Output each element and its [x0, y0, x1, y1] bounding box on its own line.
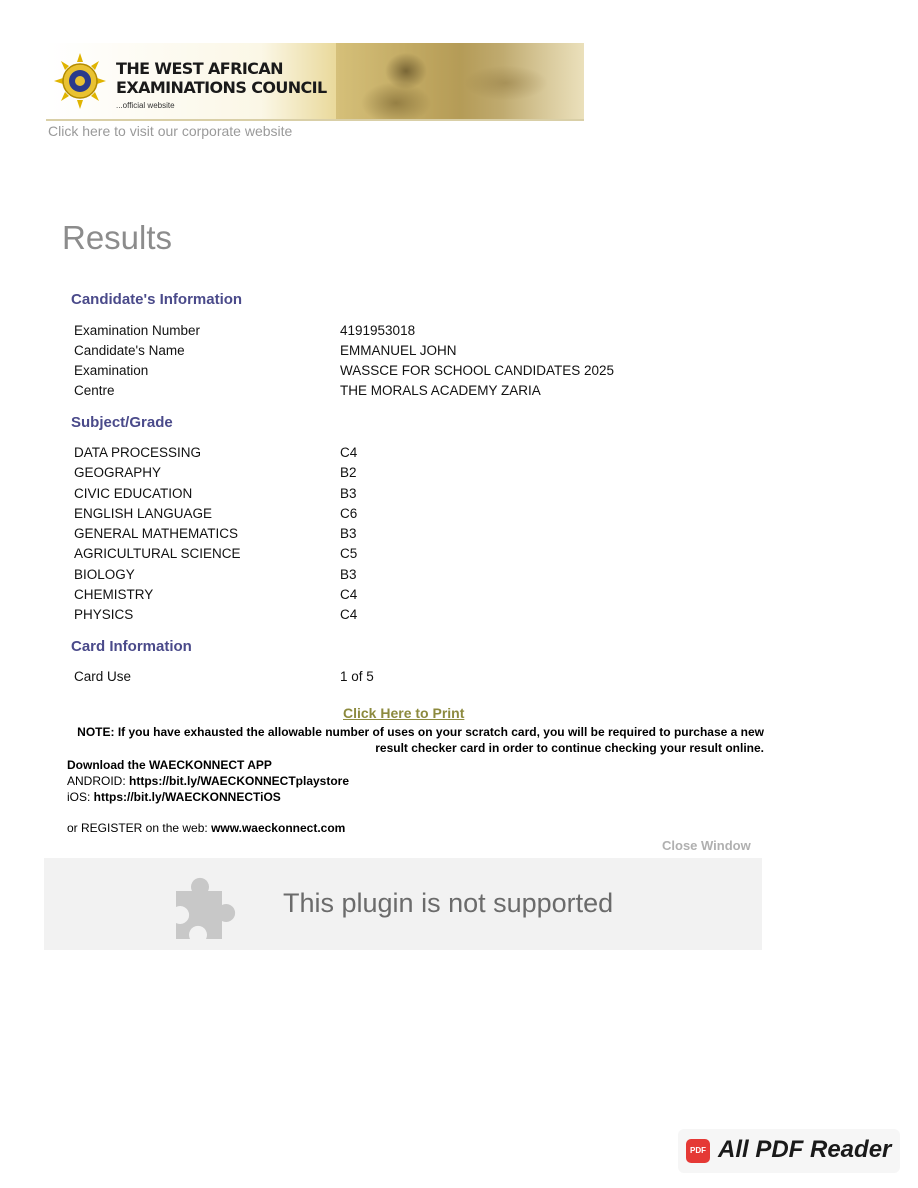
subject-grade: C4: [340, 607, 358, 622]
row-label: Card Use: [74, 669, 132, 684]
subject-row: [74, 465, 674, 485]
subject-grade: B3: [340, 486, 357, 501]
subject-row: [74, 445, 674, 465]
page-title: Results: [62, 219, 173, 256]
subject-name: CHEMISTRY: [74, 587, 154, 602]
row-label: Candidate's Name: [74, 343, 185, 358]
subject-row: [74, 567, 674, 587]
puzzle-piece-icon: [170, 873, 238, 943]
app-download-block: [67, 757, 349, 836]
row-label: Examination Number: [74, 323, 201, 338]
all-pdf-reader-badge: [678, 1129, 900, 1173]
subject-name: AGRICULTURAL SCIENCE: [74, 546, 241, 561]
row-value: 4191953018: [340, 323, 416, 338]
subject-row: [74, 506, 674, 526]
subject-name: GEOGRAPHY: [74, 465, 162, 480]
reader-name: All PDF Reader: [718, 1136, 892, 1163]
row-label: Examination: [74, 363, 149, 378]
subject-row: [74, 607, 674, 627]
scratch-card-note: NOTE: If you have exhausted the allowable number of uses on your scratch card, you will be required to purchase a new result checker card in order to continue checking your result online.: [77, 725, 764, 755]
row-label: Centre: [74, 383, 115, 398]
subject-grade: C6: [340, 506, 358, 521]
subject-name: PHYSICS: [74, 607, 134, 622]
app-download-heading: Download the WAECKONNECT APP: [67, 758, 272, 772]
row-value: THE MORALS ACADEMY ZARIA: [340, 383, 541, 398]
register-link[interactable]: www.waeckonnect.com: [211, 821, 346, 835]
ios-label: iOS:: [67, 790, 94, 804]
subject-grade: C5: [340, 546, 358, 561]
row-value: WASSCE FOR SCHOOL CANDIDATES 2025: [340, 363, 615, 378]
subject-name: BIOLOGY: [74, 567, 135, 582]
android-link[interactable]: https://bit.ly/WAECKONNECTplaystore: [129, 774, 350, 788]
register-line: [67, 820, 349, 836]
org-tagline: ...official website: [116, 101, 175, 110]
subject-grade: B2: [340, 465, 357, 480]
candidate-info-row: [74, 343, 674, 363]
org-name: THE WEST AFRICAN EXAMINATIONS COUNCIL: [116, 59, 327, 97]
subject-grade: C4: [340, 445, 358, 460]
row-value: 1 of 5: [340, 669, 374, 684]
subject-grade: B3: [340, 526, 357, 541]
candidate-info-heading: Candidate's Information: [71, 291, 243, 308]
card-info-heading: Card Information: [71, 638, 192, 655]
register-label: or REGISTER on the web:: [67, 821, 212, 835]
ios-line: [67, 789, 349, 805]
android-label: ANDROID:: [67, 774, 130, 788]
waec-seal-icon: [54, 53, 106, 109]
subject-grade: B3: [340, 567, 357, 582]
subject-row: [74, 587, 674, 607]
android-line: [67, 773, 349, 789]
banner-photo: [336, 43, 584, 119]
candidate-info-row: [74, 383, 674, 403]
subject-row: [74, 486, 674, 506]
candidate-info-row: [74, 323, 674, 343]
candidate-info-row: [74, 363, 674, 383]
subject-name: DATA PROCESSING: [74, 445, 202, 460]
subject-row: [74, 546, 674, 566]
card-info-row: [74, 669, 674, 689]
subject-name: ENGLISH LANGUAGE: [74, 506, 213, 521]
print-link[interactable]: Click Here to Print: [343, 705, 465, 721]
waec-banner[interactable]: [46, 43, 584, 121]
subject-name: GENERAL MATHEMATICS: [74, 526, 239, 541]
subject-grade-heading: Subject/Grade: [71, 414, 173, 431]
ios-link[interactable]: https://bit.ly/WAECKONNECTiOS: [93, 790, 281, 804]
pdf-icon: PDF: [686, 1139, 710, 1163]
subject-name: CIVIC EDUCATION: [74, 486, 193, 501]
close-window-link[interactable]: Close Window: [662, 838, 751, 853]
row-value: EMMANUEL JOHN: [340, 343, 457, 358]
subject-row: [74, 526, 674, 546]
plugin-placeholder: [44, 858, 762, 950]
subject-grade: C4: [340, 587, 358, 602]
plugin-message: This plugin is not supported: [283, 888, 614, 918]
corporate-website-link[interactable]: Click here to visit our corporate website: [48, 123, 293, 139]
